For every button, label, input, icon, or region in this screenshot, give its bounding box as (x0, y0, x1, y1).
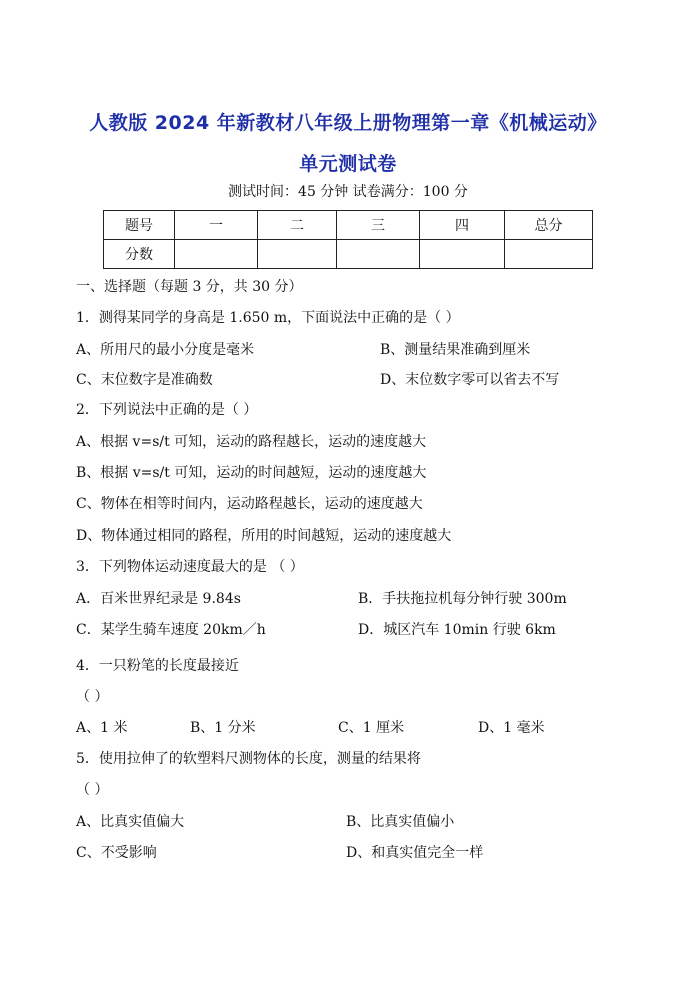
question-4-stem: 4．一只粉笔的长度最接近 (76, 658, 239, 674)
score-table-cell: 题号 (104, 211, 175, 240)
score-input-cell[interactable] (258, 240, 337, 269)
score-table-score-row (104, 240, 593, 269)
section-heading: 一、选择题（每题 3 分，共 30 分） (76, 279, 303, 295)
question-4-option-c: C、1 厘米 (338, 720, 405, 736)
question-4-option-a: A、1 米 (76, 720, 128, 736)
score-table-cell: 四 (420, 211, 505, 240)
question-3-option-a: A．百米世界纪录是 9.84s (76, 591, 241, 607)
exam-info: 测试时间：45 分钟 试卷满分：100 分 (228, 184, 468, 200)
score-input-cell[interactable] (337, 240, 420, 269)
question-5-option-d: D、和真实值完全一样 (346, 845, 484, 861)
score-table-cell: 分数 (104, 240, 175, 269)
question-5-option-a: A、比真实值偏大 (76, 814, 185, 830)
question-2-option-a: A、根据 v=s/t 可知，运动的路程越长，运动的速度越大 (76, 434, 427, 450)
score-table-cell: 二 (258, 211, 337, 240)
score-input-cell[interactable] (505, 240, 593, 269)
score-input-cell[interactable] (420, 240, 505, 269)
question-1-option-b: B、测量结果准确到厘米 (380, 342, 531, 358)
score-input-cell[interactable] (175, 240, 258, 269)
question-1-stem: 1．测得某同学的身高是 1.650 m，下面说法中正确的是（ ） (76, 310, 460, 326)
question-2-stem: 2．下列说法中正确的是（ ） (76, 402, 258, 418)
page-title-line2: 单元测试卷 (299, 153, 397, 175)
question-1-option-c: C、末位数字是准确数 (76, 372, 213, 388)
score-table (103, 210, 593, 269)
question-4-answer-bracket: （ ） (76, 689, 109, 705)
score-table-cell: 总分 (505, 211, 593, 240)
question-4-option-d: D、1 毫米 (478, 720, 545, 736)
question-5-stem: 5．使用拉伸了的软塑料尺测物体的长度，测量的结果将 (76, 751, 421, 767)
question-3-stem: 3．下列物体运动速度最大的是 （ ） (76, 559, 304, 575)
score-table-header-row (104, 211, 593, 240)
question-2-option-c: C、物体在相等时间内，运动路程越长，运动的速度越大 (76, 496, 423, 512)
question-4-option-b: B、1 分米 (190, 720, 256, 736)
score-table-cell: 一 (175, 211, 258, 240)
score-table-cell: 三 (337, 211, 420, 240)
question-5-option-b: B、比真实值偏小 (346, 814, 455, 830)
question-1-option-a: A、所用尺的最小分度是毫米 (76, 342, 255, 358)
question-2-option-d: D、物体通过相同的路程，所用的时间越短，运动的速度越大 (76, 528, 452, 544)
question-5-option-c: C、不受影响 (76, 845, 157, 861)
question-3-option-b: B．手扶拖拉机每分钟行驶 300m (358, 591, 567, 607)
question-3-option-c: C．某学生骑车速度 20km／h (76, 622, 266, 638)
page-title-line1: 人教版 2024 年新教材八年级上册物理第一章《机械运动》 (89, 112, 607, 134)
question-5-answer-bracket: （ ） (76, 782, 109, 798)
question-2-option-b: B、根据 v=s/t 可知，运动的时间越短，运动的速度越大 (76, 465, 427, 481)
question-3-option-d: D．城区汽车 10min 行驶 6km (358, 622, 556, 638)
question-1-option-d: D、末位数字零可以省去不写 (380, 372, 560, 388)
